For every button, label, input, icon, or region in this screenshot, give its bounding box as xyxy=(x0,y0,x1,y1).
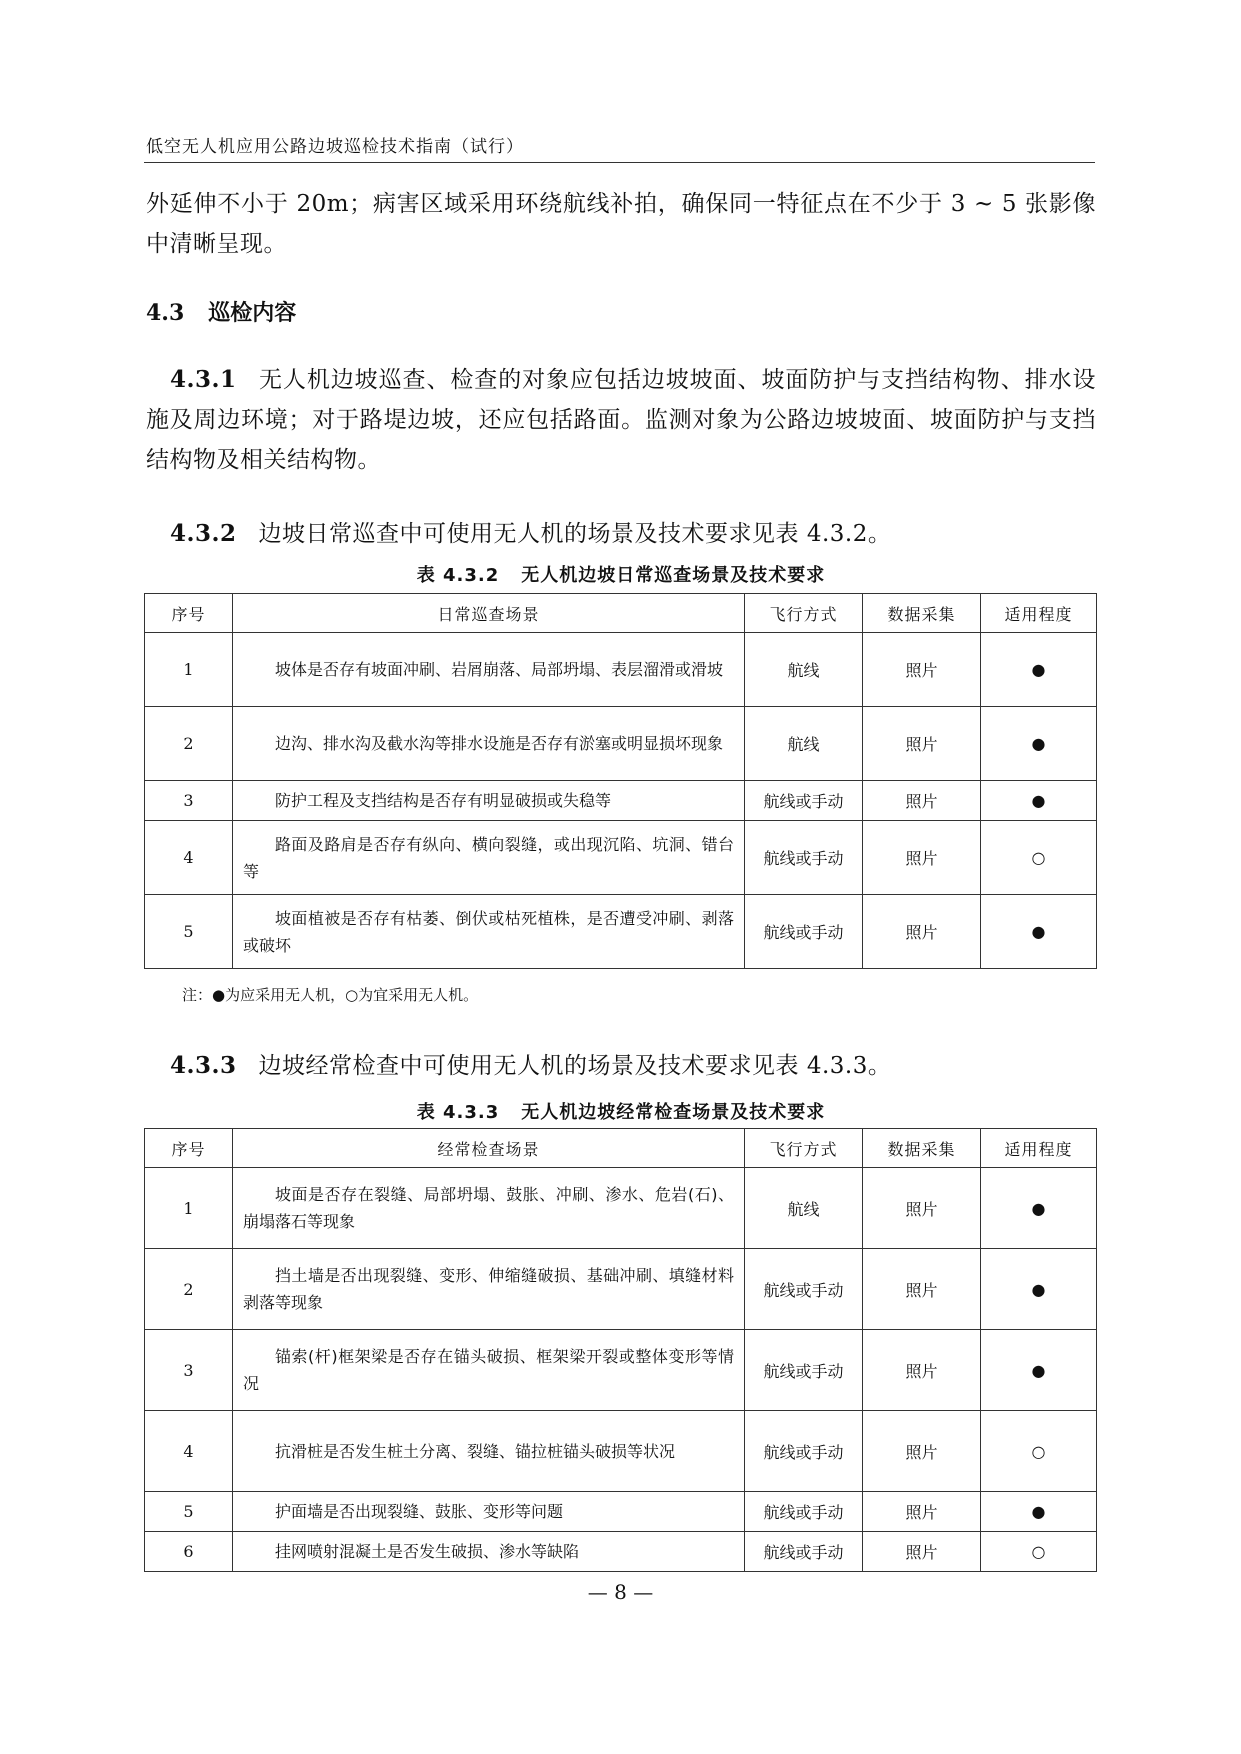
table-caption-title: 无人机边坡经常检查场景及技术要求 xyxy=(521,1102,826,1123)
seq-cell: 4 xyxy=(145,821,233,895)
scene-text: 坡面是否存在裂缝、局部坍塌、鼓胀、冲刷、渗水、危岩(石)、崩塌落石等现象 xyxy=(243,1185,734,1231)
seq-cell: 4 xyxy=(145,1411,233,1492)
scene-text: 坡面植被是否存有枯萎、倒伏或枯死植株，是否遭受冲刷、剥落或破坏 xyxy=(243,908,734,955)
inspection-table-routine xyxy=(144,1128,1097,1572)
running-header: 低空无人机应用公路边坡巡检技术指南（试行） xyxy=(146,137,524,157)
data-cell: 照片 xyxy=(863,1168,981,1249)
header-divider xyxy=(144,162,1095,163)
data-cell: 照片 xyxy=(863,633,981,707)
flight-cell: 航线或手动 xyxy=(745,1492,863,1532)
seq-cell: 3 xyxy=(145,1330,233,1411)
data-cell: 照片 xyxy=(863,821,981,895)
table-header-row xyxy=(145,594,1097,633)
clause-text: 边坡经常检查中可使用无人机的场景及技术要求见表 4.3.3。 xyxy=(258,1053,892,1079)
flight-cell: 航线或手动 xyxy=(745,781,863,821)
flight-cell: 航线或手动 xyxy=(745,895,863,969)
column-header: 序号 xyxy=(145,1129,233,1168)
flight-cell: 航线或手动 xyxy=(745,1249,863,1330)
scene-text: 坡体是否存有坡面冲刷、岩屑崩落、局部坍塌、表层溜滑或滑坡 xyxy=(275,660,724,679)
level-cell: ● xyxy=(981,1492,1097,1532)
data-cell: 照片 xyxy=(863,895,981,969)
table-note: 注：●为应采用无人机，○为宜采用无人机。 xyxy=(182,986,479,1004)
scene-text: 挡土墙是否出现裂缝、变形、伸缩缝破损、基础冲刷、填缝材料剥落等现象 xyxy=(243,1266,734,1312)
section-title: 巡检内容 xyxy=(208,300,297,326)
column-header: 飞行方式 xyxy=(745,1129,863,1168)
seq-cell: 2 xyxy=(145,1249,233,1330)
seq-cell: 5 xyxy=(145,1492,233,1532)
scene-cell xyxy=(233,1411,745,1492)
scene-cell xyxy=(233,1249,745,1330)
seq-cell: 5 xyxy=(145,895,233,969)
seq-cell: 2 xyxy=(145,707,233,781)
scene-text: 抗滑桩是否发生桩土分离、裂缝、锚拉桩锚头破损等状况 xyxy=(275,1441,676,1461)
scene-cell xyxy=(233,1168,745,1249)
table-row xyxy=(145,1532,1097,1572)
seq-cell: 6 xyxy=(145,1532,233,1572)
column-header: 日常巡查场景 xyxy=(233,594,745,633)
flight-cell: 航线或手动 xyxy=(745,1411,863,1492)
data-cell: 照片 xyxy=(863,707,981,781)
scene-cell xyxy=(233,1492,745,1532)
flight-cell: 航线 xyxy=(745,707,863,781)
table-caption xyxy=(146,561,1096,587)
table-row xyxy=(145,821,1097,895)
clause-number: 4.3.1 xyxy=(170,366,237,393)
scene-text: 路面及路肩是否存有纵向、横向裂缝，或出现沉陷、坑洞、错台等 xyxy=(243,834,734,881)
table-caption-number: 表 4.3.3 xyxy=(416,1102,500,1123)
table-row xyxy=(145,1168,1097,1249)
column-header: 适用程度 xyxy=(981,1129,1097,1168)
level-cell: ● xyxy=(981,895,1097,969)
scene-text: 锚索(杆)框架梁是否存在锚头破损、框架梁开裂或整体变形等情况 xyxy=(243,1347,734,1393)
scene-text: 护面墙是否出现裂缝、鼓胀、变形等问题 xyxy=(275,1502,564,1521)
scene-cell xyxy=(233,707,745,781)
data-cell: 照片 xyxy=(863,1411,981,1492)
section-number: 4.3 xyxy=(146,300,185,326)
table-caption-number: 表 4.3.2 xyxy=(416,565,500,586)
scene-text: 挂网喷射混凝土是否发生破损、渗水等缺陷 xyxy=(275,1542,580,1561)
level-cell: ○ xyxy=(981,1532,1097,1572)
column-header: 飞行方式 xyxy=(745,594,863,633)
page-number: — 8 — xyxy=(587,1580,654,1604)
clause-4-3-3 xyxy=(146,1046,1096,1086)
seq-cell: 1 xyxy=(145,633,233,707)
table-row xyxy=(145,633,1097,707)
table-caption-title: 无人机边坡日常巡查场景及技术要求 xyxy=(521,565,826,586)
level-cell: ● xyxy=(981,1168,1097,1249)
clause-text: 无人机边坡巡查、检查的对象应包括边坡坡面、坡面防护与支挡结构物、排水设施及周边环境；对于路堤边坡，还应包括路面。监测对象为公路边坡坡面、坡面防护与支挡结构物及相关结构物。 xyxy=(146,367,1096,473)
seq-cell: 3 xyxy=(145,781,233,821)
column-header: 数据采集 xyxy=(863,1129,981,1168)
section-heading xyxy=(146,296,296,327)
data-cell: 照片 xyxy=(863,1532,981,1572)
flight-cell: 航线 xyxy=(745,633,863,707)
level-cell: ● xyxy=(981,1330,1097,1411)
scene-cell xyxy=(233,781,745,821)
column-header: 适用程度 xyxy=(981,594,1097,633)
scene-cell xyxy=(233,1330,745,1411)
table-row xyxy=(145,1411,1097,1492)
clause-4-3-1 xyxy=(146,360,1096,480)
clause-text: 边坡日常巡查中可使用无人机的场景及技术要求见表 4.3.2。 xyxy=(258,521,892,547)
flight-cell: 航线 xyxy=(745,1168,863,1249)
table-row xyxy=(145,707,1097,781)
clause-number: 4.3.3 xyxy=(170,1052,237,1079)
table-header-row xyxy=(145,1129,1097,1168)
clause-4-3-2 xyxy=(146,514,1096,554)
flight-cell: 航线或手动 xyxy=(745,1330,863,1411)
level-cell: ○ xyxy=(981,1411,1097,1492)
flight-cell: 航线或手动 xyxy=(745,1532,863,1572)
scene-text: 防护工程及支挡结构是否存有明显破损或失稳等 xyxy=(275,791,612,810)
scene-cell xyxy=(233,1532,745,1572)
level-cell: ○ xyxy=(981,821,1097,895)
table-row xyxy=(145,1492,1097,1532)
column-header: 经常检查场景 xyxy=(233,1129,745,1168)
level-cell: ● xyxy=(981,781,1097,821)
data-cell: 照片 xyxy=(863,1249,981,1330)
intro-paragraph: 外延伸不小于 20m；病害区域采用环绕航线补拍，确保同一特征点在不少于 3 ~ 5 张影像中清晰呈现。 xyxy=(146,191,1096,257)
level-cell: ● xyxy=(981,707,1097,781)
level-cell: ● xyxy=(981,1249,1097,1330)
table-caption xyxy=(146,1098,1096,1124)
table-row xyxy=(145,1249,1097,1330)
inspection-table-daily xyxy=(144,593,1097,969)
data-cell: 照片 xyxy=(863,1492,981,1532)
scene-cell xyxy=(233,633,745,707)
table-row xyxy=(145,781,1097,821)
table-row xyxy=(145,895,1097,969)
data-cell: 照片 xyxy=(863,781,981,821)
scene-cell xyxy=(233,895,745,969)
data-cell: 照片 xyxy=(863,1330,981,1411)
seq-cell: 1 xyxy=(145,1168,233,1249)
scene-cell xyxy=(233,821,745,895)
scene-text: 边沟、排水沟及截水沟等排水设施是否存有淤塞或明显损坏现象 xyxy=(275,734,724,753)
column-header: 数据采集 xyxy=(863,594,981,633)
level-cell: ● xyxy=(981,633,1097,707)
flight-cell: 航线或手动 xyxy=(745,821,863,895)
column-header: 序号 xyxy=(145,594,233,633)
table-row xyxy=(145,1330,1097,1411)
clause-number: 4.3.2 xyxy=(170,520,237,547)
